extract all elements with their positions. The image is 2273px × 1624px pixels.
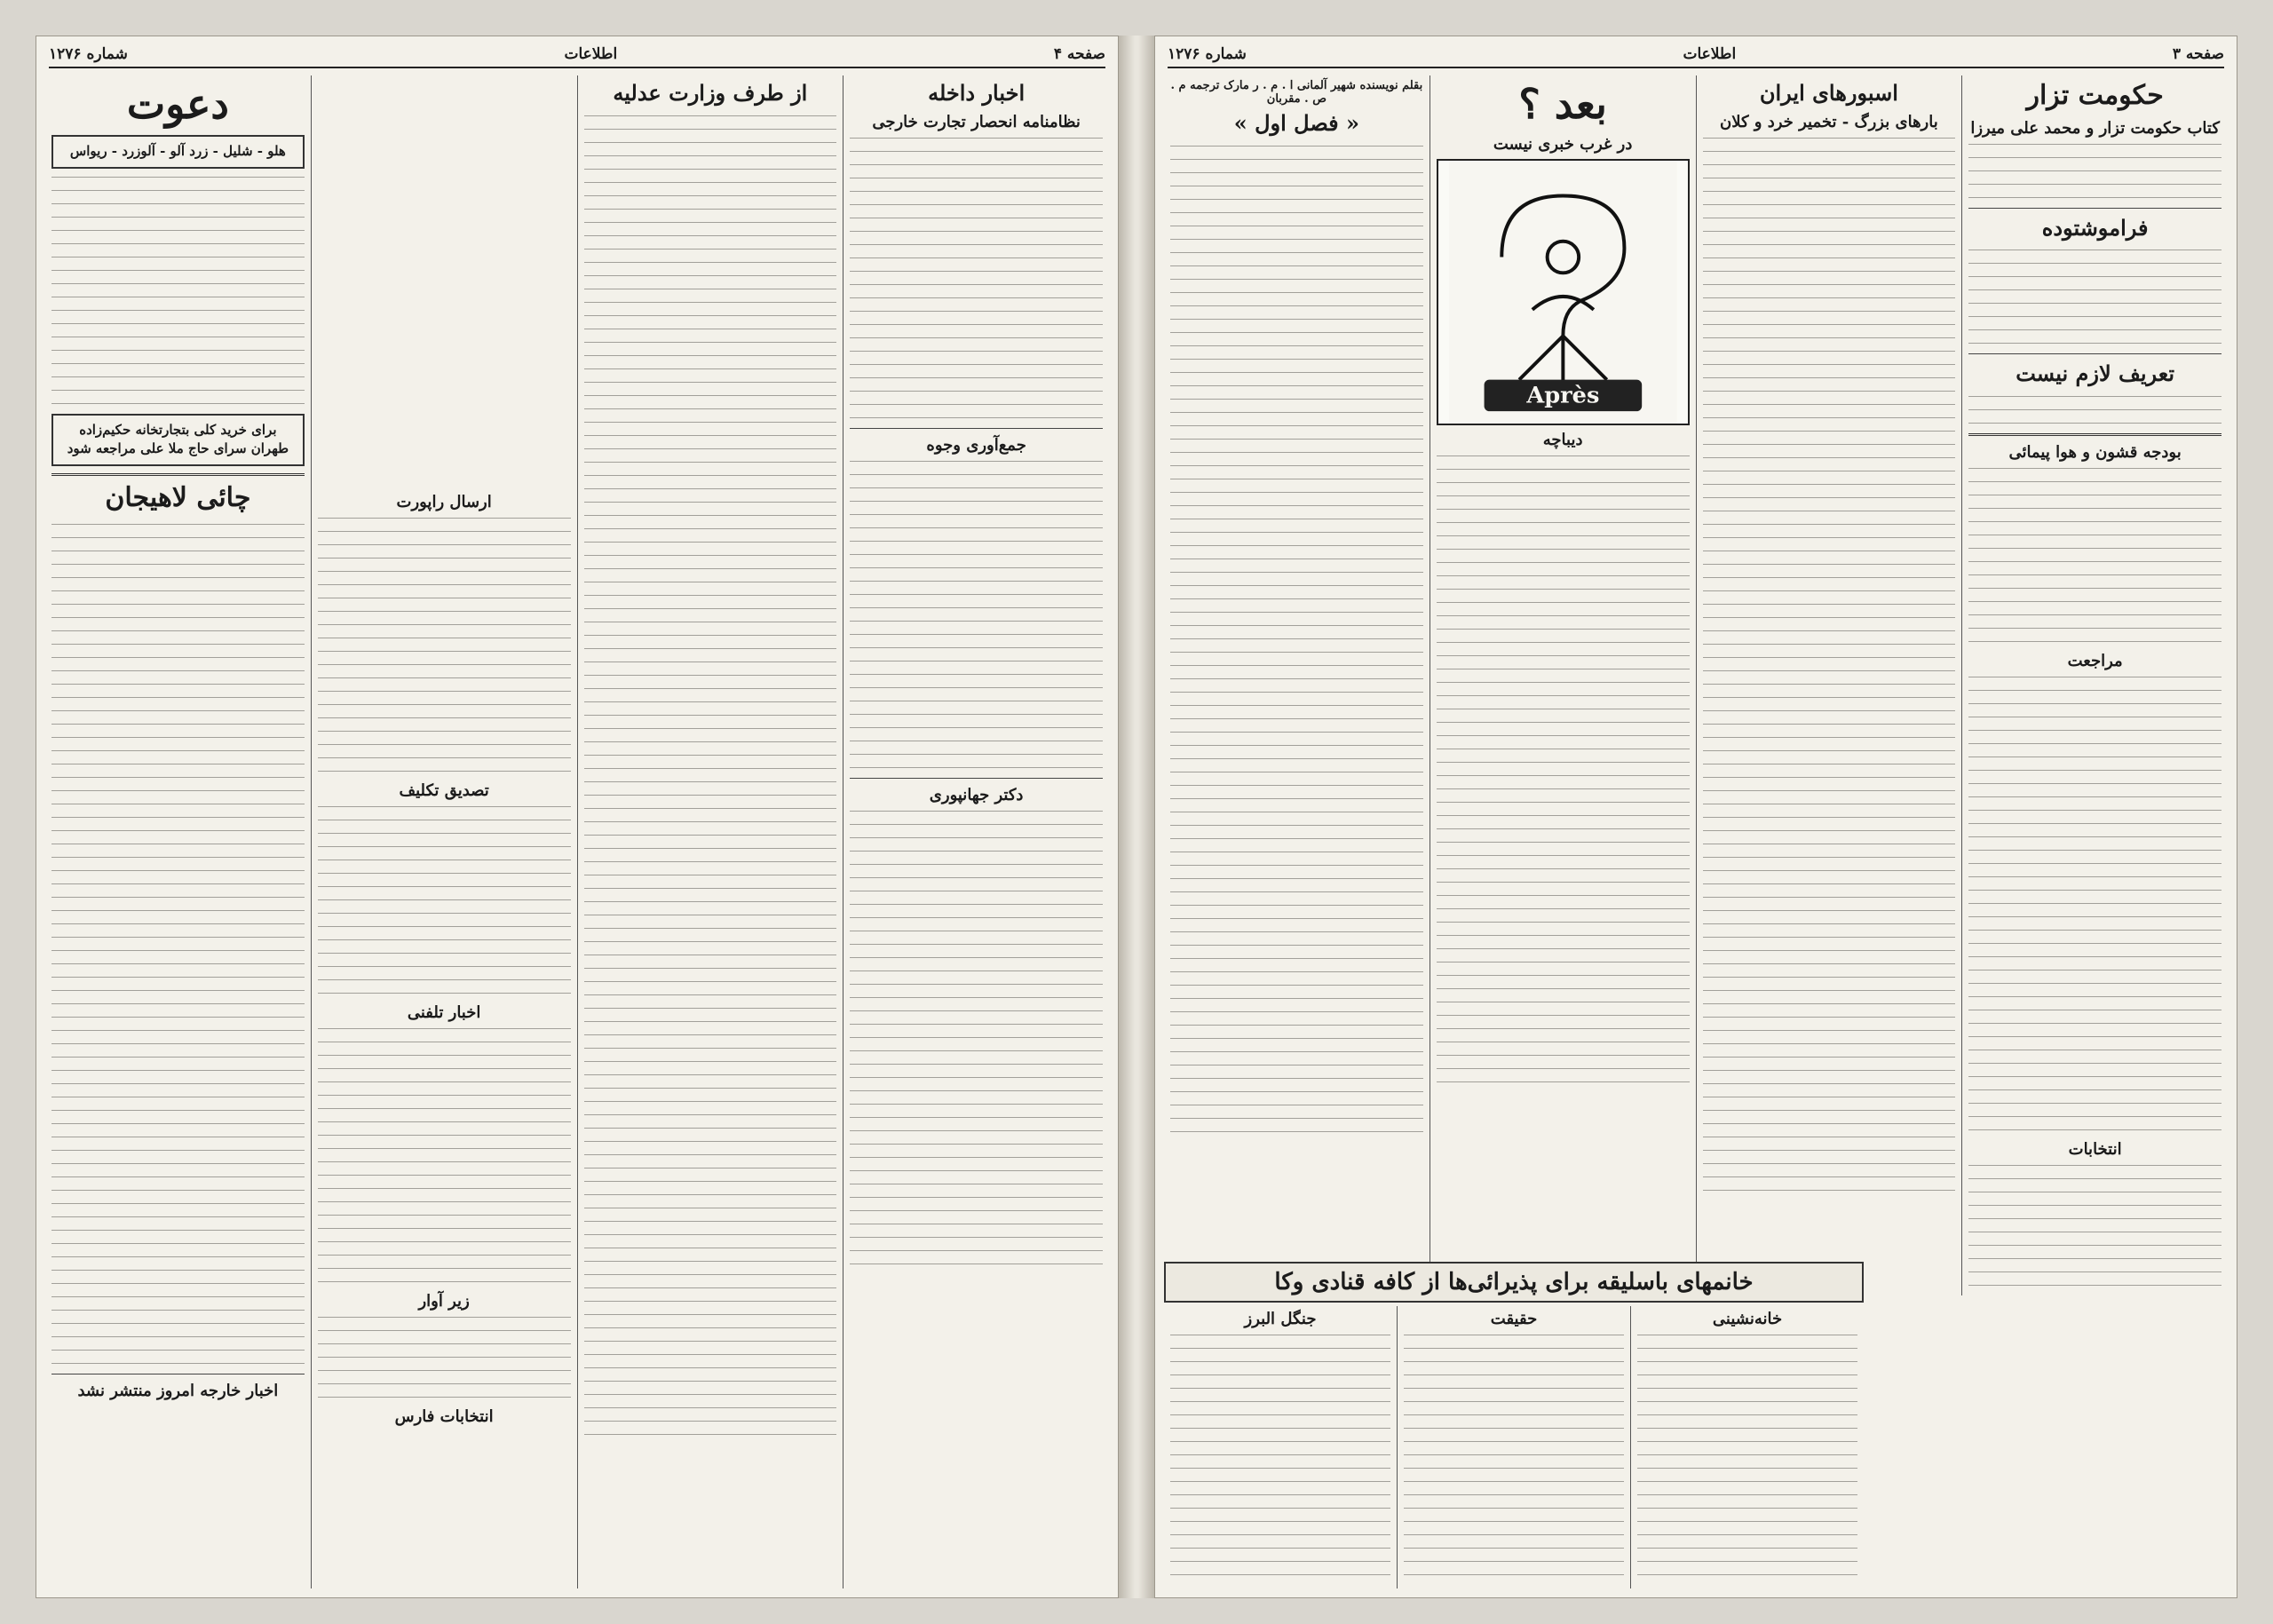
left-columns (45, 75, 1109, 1588)
right-folio-paper: اطلاعات (1683, 45, 1737, 63)
right-bottom-col-1 (1630, 1306, 1864, 1588)
horses-subheading: بارهای بزرگ - تخمیر خرد و کلان (1719, 112, 1938, 131)
left-col-1 (843, 75, 1109, 1588)
lahijan-body (51, 521, 305, 1366)
poster-illustration (1437, 159, 1690, 425)
page-gutter (1119, 36, 1154, 1598)
tarif-heading: تعریف لازم نیست (2016, 360, 2175, 387)
preface-body (1437, 453, 1690, 1084)
left-folio-paper: اطلاعات (564, 45, 618, 63)
horses-body (1703, 135, 1956, 1192)
serial-heading: « فصل اول » (1233, 110, 1359, 136)
jobs-body (318, 1026, 571, 1284)
govt-heading: حکومت تزار (2026, 80, 2164, 111)
dawat-contact: برای خرید کلی بتجارتخانه حکیم‌زاده طهران سرای حاج ملا علی مراجعه شود (67, 421, 289, 457)
poster-caption: Après (1526, 382, 1600, 409)
right-folio-page: صفحه ۳ (2172, 45, 2224, 63)
lahijan-heading: چائی لاهیجان (105, 482, 251, 514)
ministry-heading: از طرف وزارت عدلیه (613, 80, 808, 106)
left-col-2 (577, 75, 843, 1588)
left-col-4 (45, 75, 311, 1588)
right-folio-issue: شماره ۱۲۷۶ (1168, 45, 1247, 63)
serial-byline: بقلم نویسنده شهیر آلمانی ا . م . ر مارک ترجمه م . ص . مقربان (1170, 79, 1423, 106)
passengers-heading: ارسال راپورت (396, 493, 492, 511)
news-domestic-body (850, 135, 1103, 420)
budget-body (1968, 465, 2222, 644)
left-folio-issue: شماره ۱۲۷۶ (49, 45, 128, 63)
ministry-body (584, 113, 837, 1437)
alborz-heading: جنگل البرز (1244, 1310, 1317, 1328)
dawat-products-box (51, 135, 305, 169)
right-bottom-columns (1164, 1306, 1864, 1588)
election-heading: انتخابات (2068, 1139, 2122, 1159)
govt-subheading: کتاب حکومت تزار و محمد علی میرزا (1970, 118, 2220, 138)
govt-body (1968, 141, 2222, 200)
cafe-ad-banner: خانمهای باسلیقه برای پذیرائی‌ها از کافه قنادی وکا (1164, 1262, 1864, 1303)
treasury-heading: جمع‌آوری وجوه (926, 435, 1026, 455)
after-heading: بعد ؟ (1518, 80, 1607, 128)
news-domestic-heading: اخبار داخله (928, 80, 1026, 106)
forget-body (1968, 247, 2222, 345)
left-page (36, 36, 1119, 1598)
right-col-2 (1696, 75, 1962, 1295)
budget-heading: بودجه قشون و هوا پیمائی (2008, 442, 2182, 462)
referral-body (1968, 674, 2222, 1132)
serial-body (1170, 143, 1423, 1134)
truth-body (1404, 1332, 1624, 1577)
jobs-heading: اخبار تلفنی (407, 1003, 481, 1022)
truth-heading: حقیقت (1490, 1310, 1538, 1328)
election-body (1968, 1162, 2222, 1295)
jahanpoori-body (850, 808, 1103, 1266)
right-col-3 (1430, 75, 1696, 1295)
dawat-products: هلو - شلیل - زرد آلو - آلوزرد - ریواس (69, 142, 286, 159)
dawat-body (51, 174, 305, 406)
homeless-body (1637, 1332, 1857, 1577)
dawat-heading: دعوت (126, 80, 229, 128)
right-col-1 (1961, 75, 2228, 1295)
right-col-4 (1164, 75, 1430, 1295)
farm-heading: زیر آوار (418, 1292, 470, 1311)
alborz-body (1170, 1332, 1390, 1577)
preface-heading: دیباچه (1542, 430, 1583, 449)
after-subheading: در غرب خبری نیست (1493, 134, 1633, 154)
right-page (1154, 36, 2237, 1598)
left-folio-page: صفحه ۴ (1053, 45, 1105, 63)
left-folio (49, 42, 1105, 68)
bottom-note: اخبار خارجه امروز منتشر نشد (77, 1381, 279, 1400)
left-col-3 (311, 75, 577, 1588)
homeless-heading: خانه‌نشینی (1712, 1310, 1783, 1328)
tarif-body (1968, 393, 2222, 425)
guard-body (318, 804, 571, 995)
news-domestic-subheading: نظامنامه انحصار تجارت خارجی (872, 112, 1081, 131)
horses-heading: اسبورهای ایران (1759, 80, 1898, 106)
jahanpoori-heading: دکتر جهانپوری (929, 785, 1024, 804)
forget-heading: فراموشتوده (2041, 214, 2149, 241)
passengers-body (318, 515, 571, 773)
guard-heading: تصدیق تکلیف (399, 781, 489, 800)
right-folio (1168, 42, 2224, 68)
referral-heading: مراجعت (2067, 651, 2123, 670)
dawat-contact-box (51, 414, 305, 467)
poster-figure-icon (1438, 161, 1688, 424)
right-columns (1164, 75, 2228, 1295)
elections-heading: انتخابات فارس (394, 1407, 494, 1426)
right-bottom-col-3 (1164, 1306, 1397, 1588)
right-bottom-col-2 (1397, 1306, 1630, 1588)
farm-body (318, 1314, 571, 1399)
treasury-body (850, 458, 1103, 770)
